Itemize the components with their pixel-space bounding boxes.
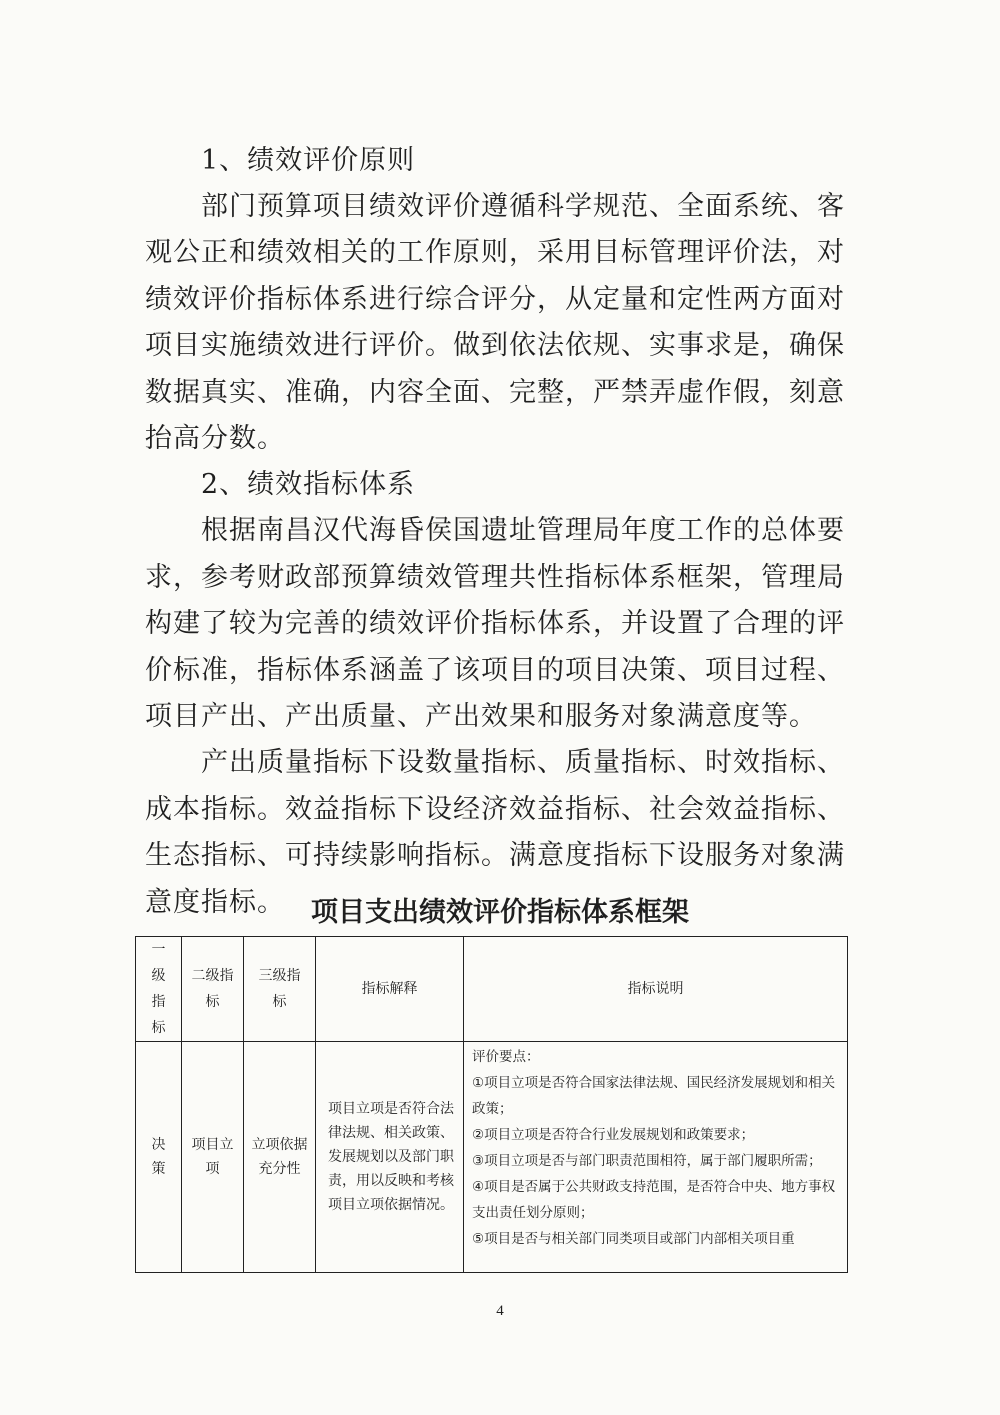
- cell-notes: [464, 1042, 848, 1273]
- note-line: ②项目立项是否符合行业发展规划和政策要求；: [472, 1127, 755, 1143]
- table-header-row: [136, 937, 848, 1042]
- header-level2: 二级指标: [182, 937, 244, 1042]
- document-body: [145, 138, 845, 926]
- header-explanation: 指标解释: [316, 937, 464, 1042]
- header-level1: 一级指标: [136, 937, 182, 1042]
- page-number: 4: [496, 1303, 504, 1319]
- header-notes: 指标说明: [464, 937, 848, 1042]
- note-line: ④项目是否属于公共财政支持范围，是否符合中央、地方事权支出责任划分原则；: [472, 1179, 836, 1221]
- note-line: ⑤项目是否与相关部门同类项目或部门内部相关项目重: [472, 1231, 795, 1247]
- note-line: ③项目立项是否与部门职责范围相符，属于部门履职所需；: [472, 1153, 822, 1169]
- table-title: 项目支出绩效评价指标体系框架: [311, 897, 689, 928]
- note-line: 评价要点：: [472, 1049, 540, 1065]
- indicator-breakdown-paragraph: 产出质量指标下设数量指标、质量指标、时效指标、成本指标。效益指标下设经济效益指标、社会效益指标、生态指标、可持续影响指标。满意度指标下设服务对象满意度指标。: [145, 747, 845, 918]
- table-row: [136, 1042, 848, 1273]
- indicator-framework-table: [135, 936, 848, 1273]
- cell-level2: 项目立项: [182, 1042, 244, 1273]
- principles-paragraph: 部门预算项目绩效评价遵循科学规范、全面系统、客观公正和绩效相关的工作原则，采用目标管理评价法，对绩效评价指标体系进行综合评分，从定量和定性两方面对项目实施绩效进行评价。做到依法依规、实事求是，确保数据真实、准确，内容全面、完整，严禁弄虚作假，刻意抬高分数。: [145, 191, 845, 455]
- cell-explanation: 项目立项是否符合法律法规、相关政策、发展规划以及部门职责，用以反映和考核项目立项依据情况。: [316, 1042, 464, 1273]
- header-level3: 三级指标: [244, 937, 316, 1042]
- indicator-system-paragraph: 根据南昌汉代海昏侯国遗址管理局年度工作的总体要求，参考财政部预算绩效管理共性指标体系框架，管理局构建了较为完善的绩效评价指标体系，并设置了合理的评价标准，指标体系涵盖了该项目的项目决策、项目过程、项目产出、产出质量、产出效果和服务对象满意度等。: [145, 515, 845, 733]
- section-heading-principles: 1、绩效评价原则: [201, 145, 416, 176]
- note-line: ①项目立项是否符合国家法律法规、国民经济发展规划和相关政策；: [472, 1075, 836, 1117]
- cell-level3: 立项依据充分性: [244, 1042, 316, 1273]
- cell-level1: 决策: [136, 1042, 182, 1273]
- section-heading-indicator-system: 2、绩效指标体系: [201, 469, 416, 501]
